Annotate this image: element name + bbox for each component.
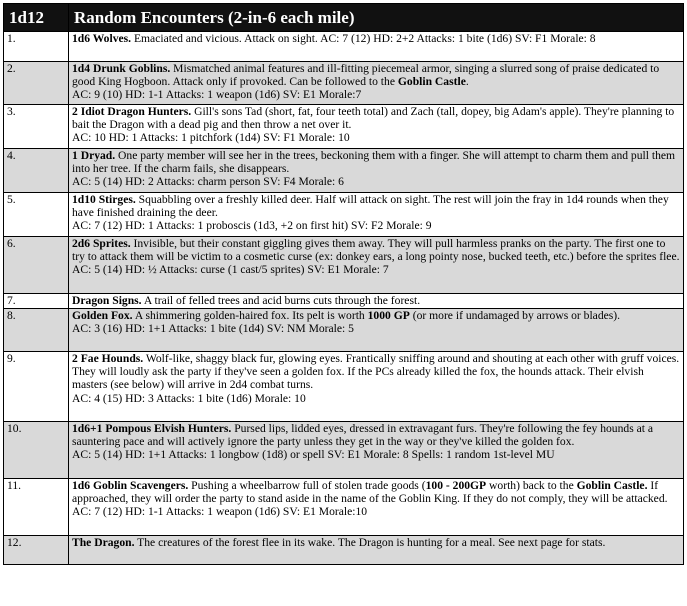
- entry-stats: AC: 7 (12) HD: 1-1 Attacks: 1 weapon (1d6) SV: E1 Morale:10: [72, 505, 368, 519]
- entry-stats: AC: 4 (15) HD: 3 Attacks: 1 bite (1d6) Morale: 10: [72, 391, 306, 405]
- entry-stats: AC: 10 HD: 1 Attacks: 1 pitchfork (1d4) SV: F1 Morale: 10: [72, 131, 350, 145]
- row-entry: [69, 352, 684, 422]
- entry-stats: AC: 7 (12) HD: 1 Attacks: 1 proboscis (1d3, +2 on first hit) SV: F2 Morale: 9: [72, 219, 432, 233]
- row-number: 7.: [4, 294, 69, 309]
- entry-stats: AC: 9 (10) HD: 1-1 Attacks: 1 weapon (1d6) SV: E1 Morale:7: [72, 88, 362, 102]
- row-entry: [69, 479, 684, 536]
- entry-description-cont: (or more if undamaged by arrows or blades).: [409, 309, 621, 322]
- table-header-row: [4, 4, 684, 32]
- table-row: [4, 193, 684, 237]
- row-number: 3.: [4, 105, 69, 149]
- entry-location: Goblin Castle: [397, 75, 466, 89]
- entry-name: 1d6+1 Pompous Elvish Hunters.: [72, 422, 232, 435]
- entry-description: A trail of felled trees and acid burns cuts through the forest.: [141, 294, 421, 307]
- entry-name: 2d6 Sprites.: [72, 237, 131, 250]
- entry-description: Gill's sons Tad (short, fat, four teeth total) and Zach (tall, dopey, big Adam's apple). They're planning to bait the Dragon with a dead pig and then throw a net over it.: [72, 105, 675, 132]
- row-entry: [69, 32, 684, 62]
- encounter-table-container: [3, 3, 684, 565]
- table-row: [4, 352, 684, 422]
- table-row: [4, 149, 684, 193]
- table-row: [4, 422, 684, 479]
- row-number: 11.: [4, 479, 69, 536]
- entry-name: 2 Fae Hounds.: [72, 352, 144, 365]
- row-number: 6.: [4, 237, 69, 294]
- row-entry: [69, 105, 684, 149]
- row-entry: [69, 536, 684, 565]
- row-number: 1.: [4, 32, 69, 62]
- entry-description: One party member will see her in the trees, beckoning them with a finger. She will attempt to charm them and pull them into her tree. If the charm fails, she disappears.: [72, 149, 676, 176]
- row-number: 2.: [4, 62, 69, 105]
- table-row: [4, 536, 684, 565]
- entry-description: Mismatched animal features and ill-fitting piecemeal armor, singing a slurred song of praise dedicated to good King Hogboon. Attack only if provoked. Can be followed to the: [72, 62, 660, 89]
- entry-name: 1d6 Goblin Scavengers.: [72, 479, 189, 492]
- row-number: 12.: [4, 536, 69, 565]
- entry-value: 1000 GP: [367, 309, 410, 322]
- entry-stats: AC: 5 (14) HD: 2 Attacks: charm person SV: F4 Morale: 6: [72, 175, 344, 189]
- row-entry: [69, 193, 684, 237]
- entry-name: Golden Fox.: [72, 309, 133, 322]
- entry-name: 1d4 Drunk Goblins.: [72, 62, 171, 75]
- entry-description: Wolf-like, shaggy black fur, glowing eyes. Frantically sniffing around and shouting at each other with gruff voices. They will loudly ask the party if they've seen a golden fox. If the PCs already killed the fox, the hounds attack. Their elvish masters (see below) will arrive in 2d4 combat turns.: [72, 352, 680, 392]
- table-row: [4, 62, 684, 105]
- entry-stats: AC: 5 (14) HD: 1+1 Attacks: 1 longbow (1d8) or spell SV: E1 Morale: 8 Spells: 1 random 1st-level MU: [72, 448, 555, 462]
- entry-name: 1d10 Stirges.: [72, 193, 136, 206]
- entry-name: The Dragon.: [72, 536, 135, 549]
- row-entry: [69, 309, 684, 352]
- entry-description: Squabbling over a freshly killed deer. Half will attack on sight. The rest will join the fray in 1d4 rounds when they have finished draining the deer.: [72, 193, 669, 220]
- table-row: [4, 237, 684, 294]
- entry-description: Emaciated and vicious. Attack on sight. AC: 7 (12) HD: 2+2 Attacks: 1 bite (1d6) SV: F1 Morale: 8: [131, 32, 596, 45]
- row-number: 9.: [4, 352, 69, 422]
- entry-name: Dragon Signs.: [72, 294, 142, 307]
- entry-stats: AC: 5 (14) HD: ½ Attacks: curse (1 cast/5 sprites) SV: E1 Morale: 7: [72, 263, 389, 277]
- row-entry: [69, 149, 684, 193]
- entry-description: The creatures of the forest flee in its wake. The Dragon is hunting for a meal. See next page for stats.: [134, 536, 606, 549]
- entry-value: 100 - 200GP: [425, 479, 487, 492]
- title-column-header: Random Encounters (2-in-6 each mile): [69, 4, 684, 32]
- row-entry: [69, 237, 684, 294]
- entry-name: 1d6 Wolves.: [72, 32, 132, 45]
- row-number: 8.: [4, 309, 69, 352]
- die-column-header: 1d12: [4, 4, 69, 32]
- table-row: [4, 294, 684, 309]
- row-entry: [69, 422, 684, 479]
- table-row: [4, 105, 684, 149]
- entry-name: 2 Idiot Dragon Hunters.: [72, 105, 192, 118]
- entry-description: Pushing a wheelbarrow full of stolen trade goods (: [188, 479, 426, 492]
- entry-stats: AC: 3 (16) HD: 1+1 Attacks: 1 bite (1d4) SV: NM Morale: 5: [72, 322, 354, 336]
- row-number: 10.: [4, 422, 69, 479]
- entry-description: A shimmering golden-haired fox. Its pelt is worth: [132, 309, 368, 322]
- entry-description-cont: .: [465, 75, 469, 89]
- entry-location: Goblin Castle.: [576, 479, 648, 492]
- entry-description-cont: worth) back to the: [486, 479, 577, 492]
- row-entry: [69, 294, 684, 309]
- entry-description: Invisible, but their constant giggling gives them away. They will pull harmless pranks on the party. The first one to try to attack them will be victim to a cosmetic curse (ex: donkey ears, a long pointy nose, bucked teeth, etc.) before the sprites flee.: [72, 237, 680, 264]
- row-number: 5.: [4, 193, 69, 237]
- table-row: [4, 309, 684, 352]
- row-number: 4.: [4, 149, 69, 193]
- entry-description: Pursed lips, lidded eyes, dressed in extravagant furs. They're following the fey hounds at a sauntering pace and will actively ignore the party unless they get in the way or they've killed the golden fox.: [72, 422, 654, 449]
- table-row: [4, 479, 684, 536]
- row-entry: [69, 62, 684, 105]
- entry-name: 1 Dryad.: [72, 149, 116, 162]
- table-row: [4, 32, 684, 62]
- entry-description-end: If approached, they will order the party to stand aside in the name of the Goblin King. If they do not comply, they will be attacked.: [72, 479, 668, 506]
- random-encounters-table: [3, 3, 684, 565]
